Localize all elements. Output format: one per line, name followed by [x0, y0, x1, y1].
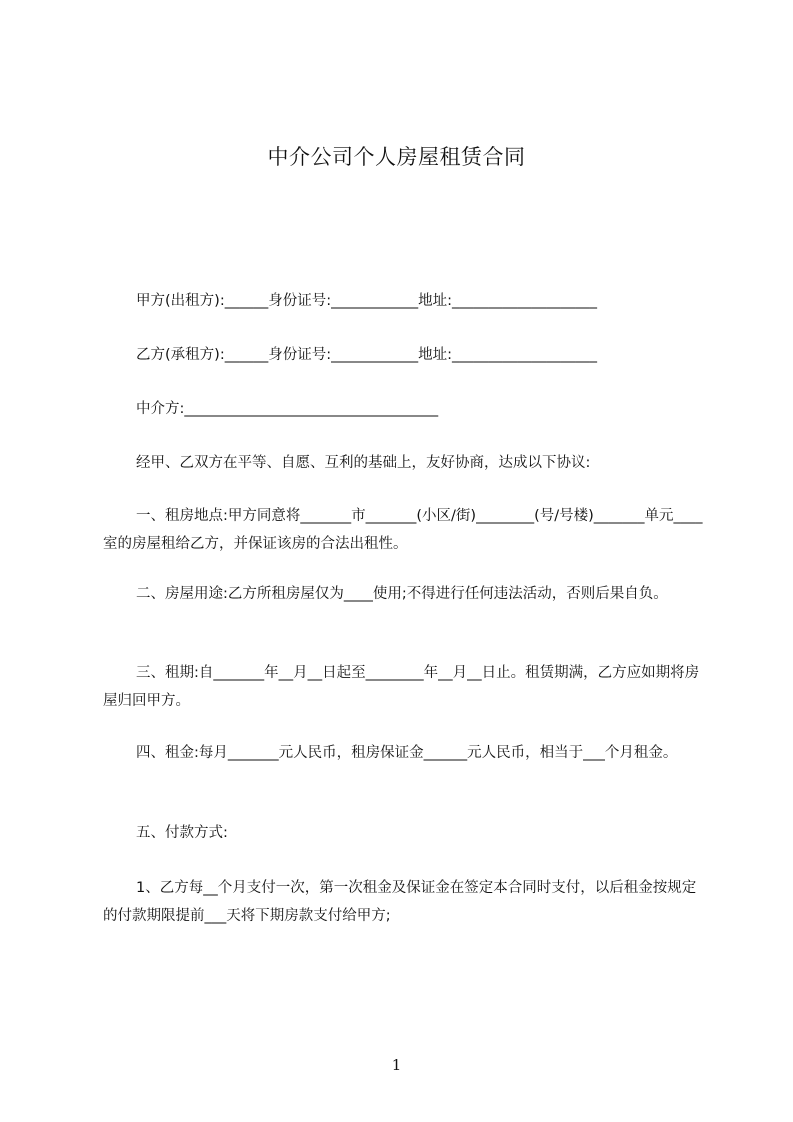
- clause-2-usage: 二、房屋用途:乙方所租房屋仅为____使用;不得进行任何违法活动，否则后果自负。: [136, 586, 668, 602]
- agent-line: 中介方:___________________________________: [136, 401, 439, 417]
- clause-1-location: 一、租房地点:甲方同意将_______市_______(小区/街)________(号/号楼)_______单元____室的房屋租给乙方，并保证该房的合法出租性。: [103, 508, 703, 552]
- preamble-paragraph: 经甲、乙双方在平等、自愿、互利的基础上，友好协商，达成以下协议:: [136, 455, 591, 471]
- clause-4-rent: 四、租金:每月_______元人民币，租房保证金______元人民币，相当于___个月租金。: [136, 745, 678, 761]
- clause-3-term: 三、租期:自_______年__月__日起至________年__月__日止。租赁期满，乙方应如期将房屋归回甲方。: [103, 665, 700, 709]
- clause-5-payment-heading: 五、付款方式:: [136, 825, 228, 841]
- clause-5-item-1: 1、乙方每__个月支付一次，第一次租金及保证金在签定本合同时支付，以后租金按规定的付款期限提前___天将下期房款支付给甲方;: [103, 880, 697, 924]
- page-number: 1: [391, 1056, 402, 1074]
- party-b-line: 乙方(承租方):______身份证号:____________地址:____________________: [136, 347, 597, 363]
- party-a-line: 甲方(出租方):______身份证号:____________地址:____________________: [136, 293, 597, 309]
- document-title: 中介公司个人房屋租赁合同: [267, 145, 526, 169]
